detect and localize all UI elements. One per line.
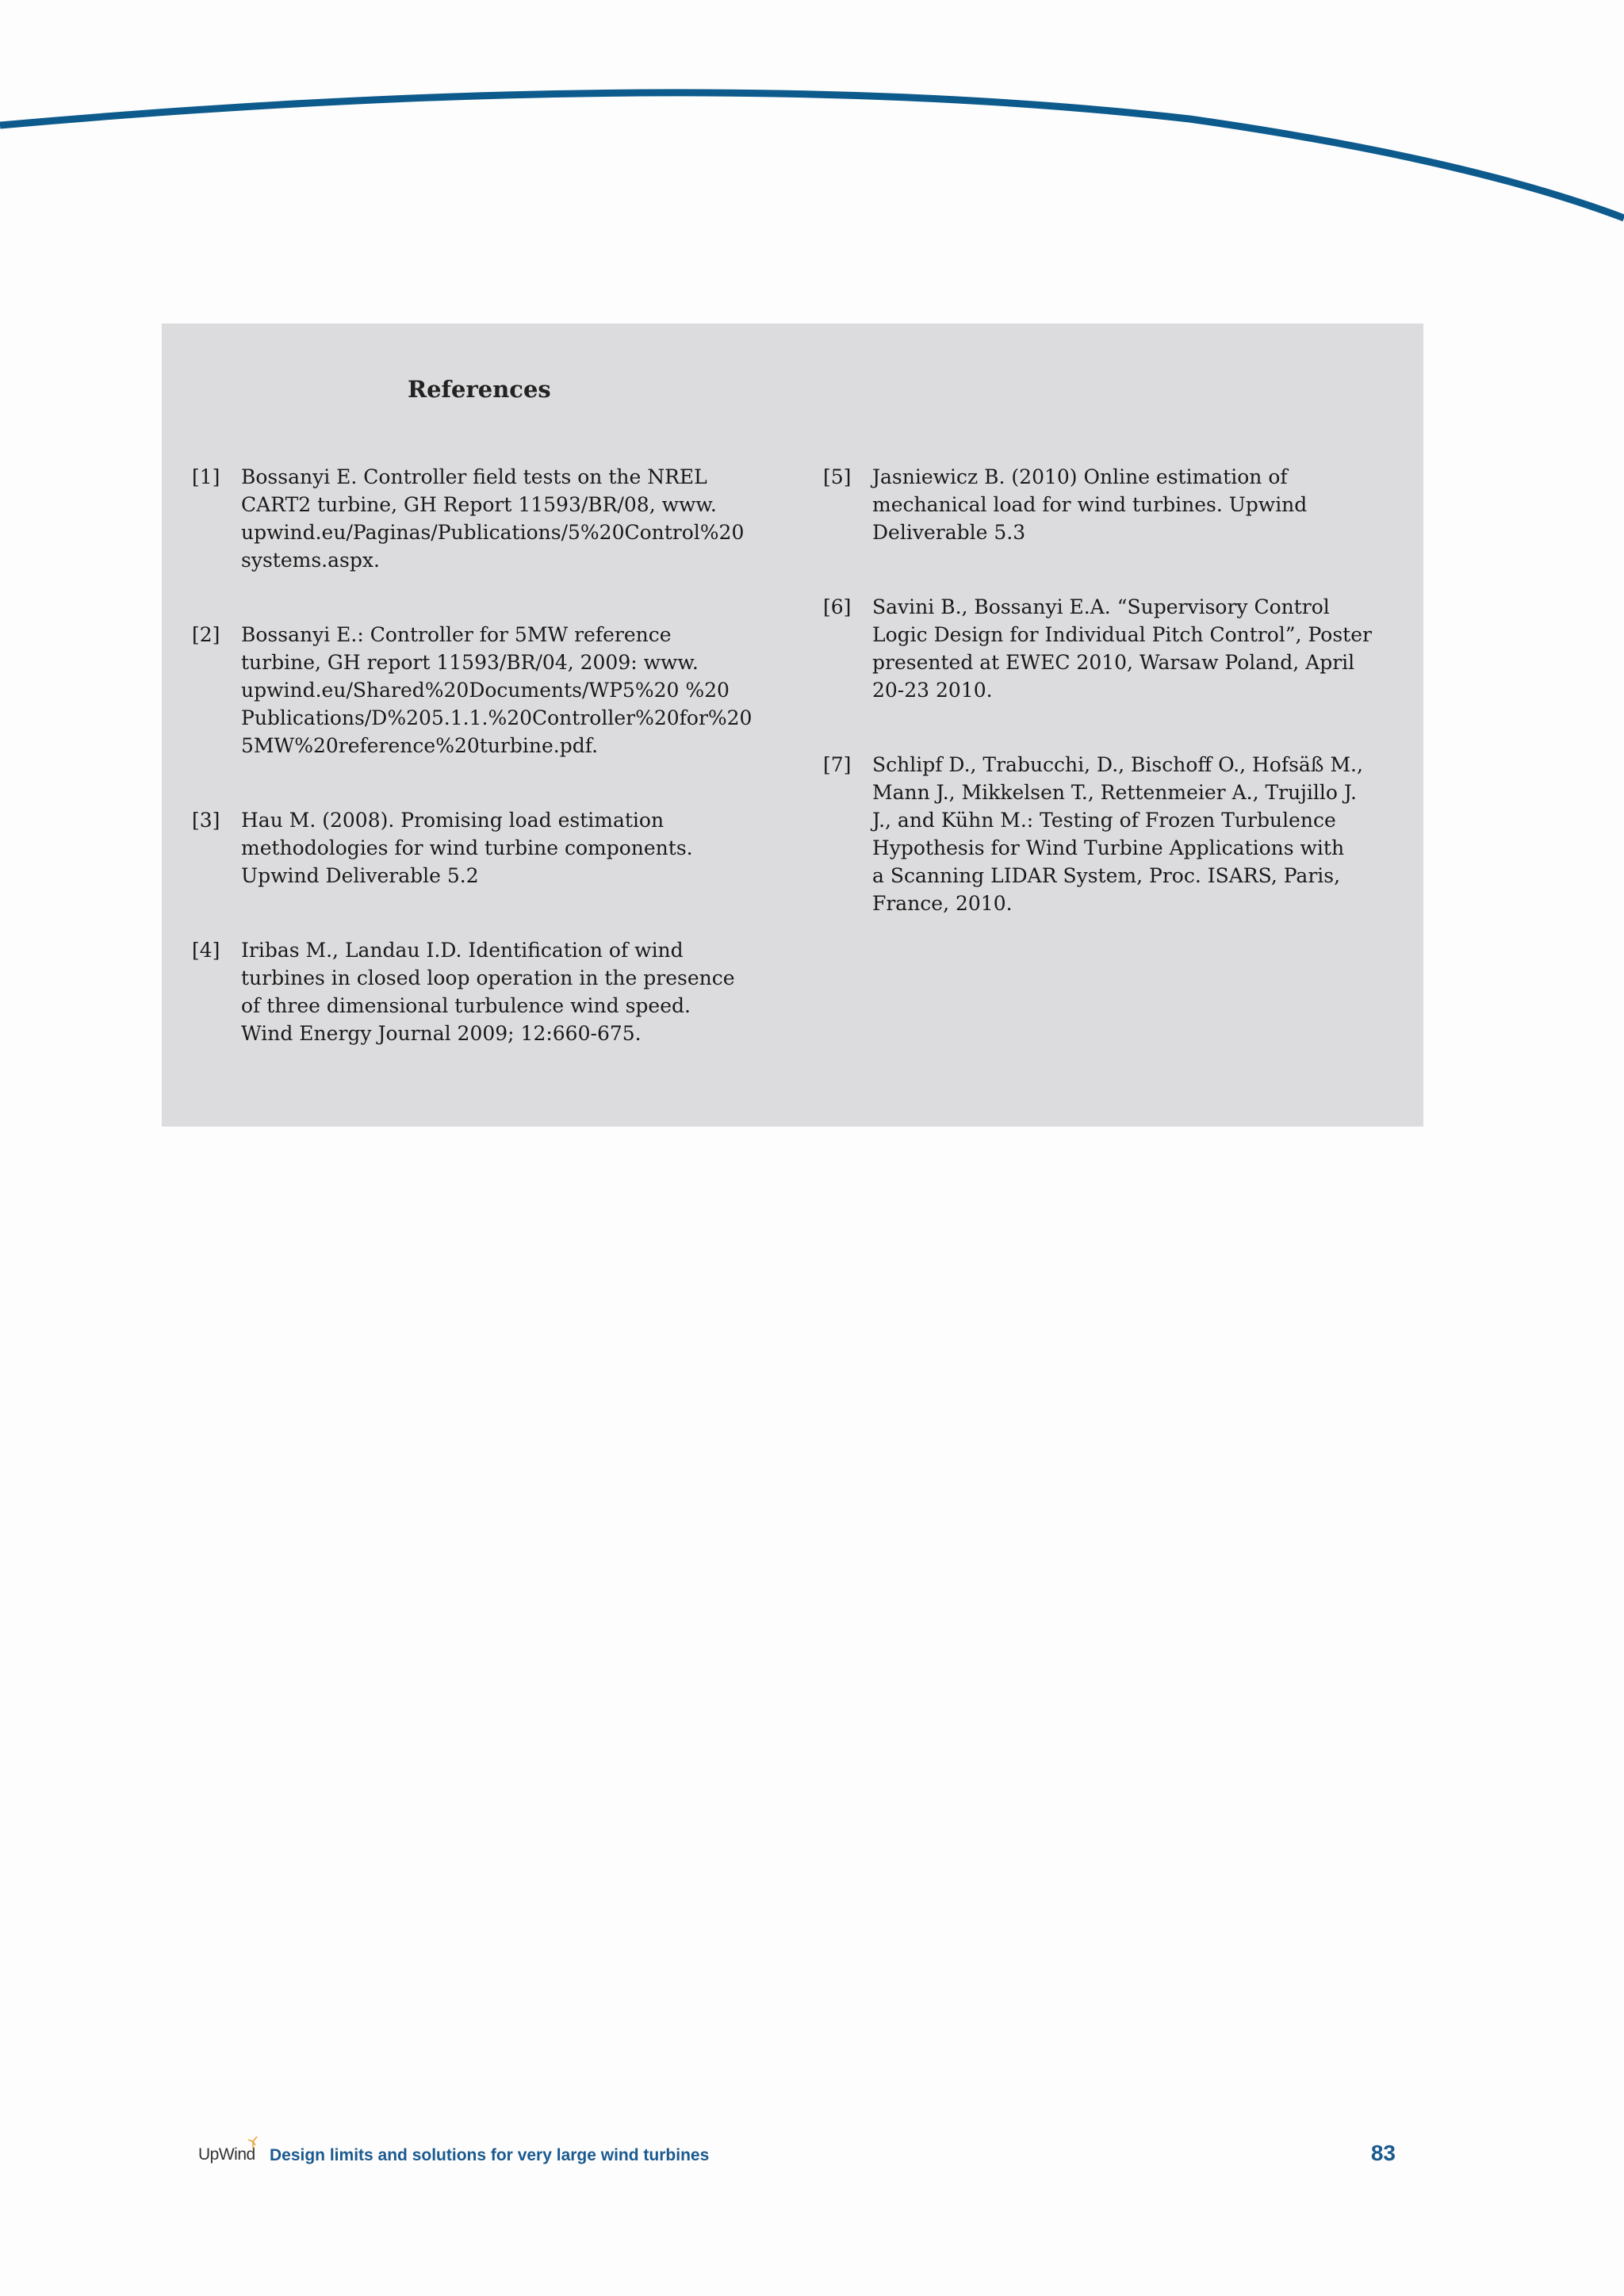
reference-text: Bossanyi E.: Controller for 5MW reference turbine, GH report 11593/BR/04, 2009: www. upwind.eu/Shared%20Documents/WP5%20 %20 Publications/D%205.1.1.%20Controller%20for%20 5MW%20reference%20turbine.pdf. (241, 623, 753, 757)
reference-item (192, 936, 779, 1047)
reference-text: Iribas M., Landau I.D. Identification of wind turbines in closed loop operation in the presence of three dimensional turbulence wind speed. Wind Energy Journal 2009; 12:660-675. (241, 939, 735, 1045)
reference-number: [4] (192, 939, 220, 962)
wind-turbine-icon (247, 2136, 259, 2149)
reference-number: [3] (192, 809, 220, 832)
page-number: 83 (1370, 2141, 1396, 2165)
reference-item (823, 751, 1402, 917)
footer-document-title: Design limits and solutions for very large wind turbines (270, 2146, 710, 2164)
references-column-right (823, 463, 1402, 964)
decorative-arc (0, 0, 1624, 254)
reference-number: [1] (192, 465, 220, 488)
reference-number: [7] (823, 753, 852, 776)
reference-item (192, 463, 779, 574)
reference-item (192, 621, 779, 760)
reference-text: Savini B., Bossanyi E.A. “Supervisory Control Logic Design for Individual Pitch Control”, Poster presented at EWEC 2010, Warsaw Poland, April 20-23 2010. (872, 595, 1372, 702)
references-panel (162, 323, 1423, 1127)
page-footer (198, 2141, 1396, 2172)
reference-item (823, 593, 1402, 704)
reference-text: Schlipf D., Trabucchi, D., Bischoff O., Hofsäß M., Mann J., Mikkelsen T., Rettenmeier A., Trujillo J. J., and Kühn M.: Testing of Frozen Turbulence Hypothesis for Wind Turbine Applications with a Scanning LIDAR System, Proc. ISARS, Paris, France, 2010. (872, 753, 1363, 915)
reference-text: Jasniewicz B. (2010) Online estimation of mechanical load for wind turbines. Upwind Deliverable 5.3 (872, 465, 1308, 544)
reference-text: Hau M. (2008). Promising load estimation methodologies for wind turbine components. Upwind Deliverable 5.2 (241, 809, 693, 887)
reference-item (192, 806, 779, 890)
reference-item (823, 463, 1402, 546)
reference-number: [5] (823, 465, 852, 488)
reference-text: Bossanyi E. Controller field tests on the NREL CART2 turbine, GH Report 11593/BR/08, www. upwind.eu/Paginas/Publications/5%20Control%20 systems.aspx. (241, 465, 745, 572)
references-column-left (192, 463, 779, 1094)
section-title: References (408, 376, 551, 403)
reference-number: [6] (823, 595, 852, 618)
upwind-logo: UpWind (198, 2145, 255, 2164)
reference-number: [2] (192, 623, 220, 646)
